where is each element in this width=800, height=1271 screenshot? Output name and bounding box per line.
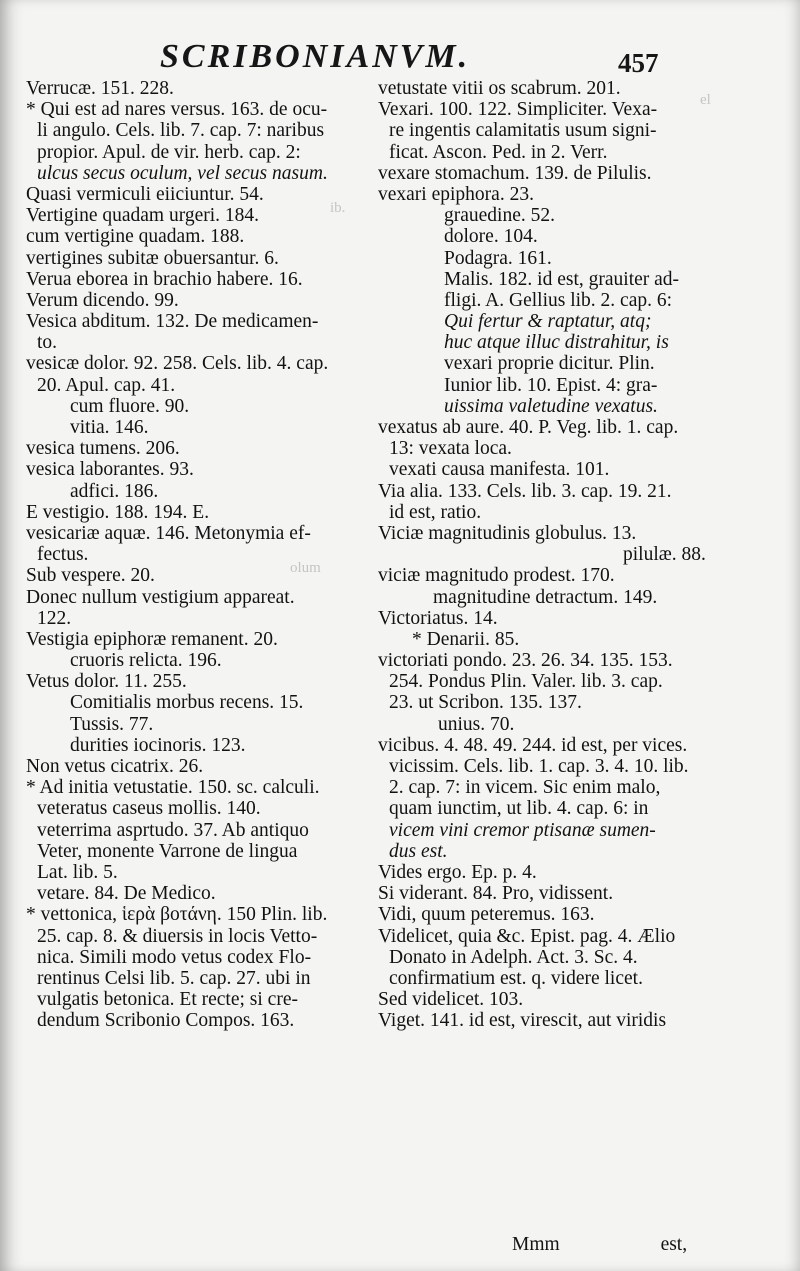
index-entry: Vetus dolor. 11. 255.	[26, 671, 187, 693]
index-entry: re ingentis calamitatis usum signi-	[389, 120, 657, 142]
signature-mark: Mmm	[512, 1234, 560, 1255]
index-entry: ficat. Ascon. Ped. in 2. Verr.	[389, 141, 608, 163]
index-entry: Viciæ magnitudinis globulus. 13.	[378, 522, 637, 544]
index-entry: 122.	[37, 607, 72, 629]
index-entry: Iunior lib. 10. Epist. 4: gra-	[444, 374, 658, 396]
index-entry: Sed videlicet. 103.	[378, 989, 524, 1011]
index-entry: vexati causa manifesta. 101.	[389, 459, 610, 481]
index-entry: huc atque illuc distrahitur, is	[444, 332, 669, 354]
bleed-through-text: el	[700, 92, 711, 108]
index-entry: Verrucæ. 151. 228.	[26, 78, 174, 99]
index-entry: viciæ magnitudo prodest. 170.	[378, 565, 615, 587]
index-entry: quam iunctim, ut lib. 4. cap. 6: in	[389, 798, 649, 820]
index-entry: rentinus Celsi lib. 5. cap. 27. ubi in	[37, 967, 311, 989]
index-entry: veteratus caseus mollis. 140.	[37, 798, 261, 820]
index-entry: Qui fertur & raptatur, atq;	[444, 311, 652, 333]
index-entry: Vidi, quum peteremus. 163.	[378, 904, 595, 926]
index-entry: li angulo. Cels. lib. 7. cap. 7: naribus	[37, 120, 325, 142]
page-number: 457	[618, 48, 659, 78]
index-entry: Quasi vermiculi eiiciuntur. 54.	[26, 183, 264, 205]
index-entry: Lat. lib. 5.	[37, 861, 118, 883]
index-entry: cum vertigine quadam. 188.	[26, 226, 245, 248]
index-entry: Videlicet, quia &c. Epist. pag. 4. Ælio	[378, 925, 676, 947]
catchword: est,	[660, 1234, 688, 1255]
index-entry: vicissim. Cels. lib. 1. cap. 3. 4. 10. lib.	[389, 756, 689, 777]
index-entry: Verum dicendo. 99.	[26, 289, 179, 311]
index-entry: cruoris relicta. 196.	[70, 650, 222, 672]
index-entry: cum fluore. 90.	[70, 395, 190, 417]
index-entry: vesica tumens. 206.	[26, 438, 180, 460]
index-entry: durities iocinoris. 123.	[70, 734, 246, 756]
index-entry: vesicariæ aquæ. 146. Metonymia ef-	[26, 522, 311, 544]
index-entry: unius. 70.	[438, 713, 515, 735]
index-entry: to.	[37, 332, 58, 354]
index-entry: vexatus ab aure. 40. P. Veg. lib. 1. cap.	[378, 417, 679, 438]
index-entry: vexari epiphora. 23.	[378, 183, 534, 205]
index-entry: fectus.	[37, 544, 89, 566]
index-entry: vicibus. 4. 48. 49. 244. id est, per vices.	[378, 734, 688, 756]
index-entry: Comitialis morbus recens. 15.	[70, 692, 304, 714]
index-entry: Via alia. 133. Cels. lib. 3. cap. 19. 21.	[378, 480, 672, 502]
index-entry: Vides ergo. Ep. p. 4.	[378, 861, 537, 883]
index-entry: Malis. 182. id est, grauiter ad-	[444, 268, 680, 290]
left-column	[26, 78, 378, 1031]
index-entry: Donec nullum vestigium appareat.	[26, 586, 295, 608]
index-entry: Vexari. 100. 122. Simpliciter. Vexa-	[378, 99, 658, 121]
index-entry: * Ad initia vetustatie. 150. sc. calculi.	[26, 777, 320, 799]
index-entry: victoriati pondo. 23. 26. 34. 135. 153.	[378, 650, 673, 672]
index-entry: Sub vespere. 20.	[26, 565, 155, 587]
index-entry: vesicæ dolor. 92. 258. Cels. lib. 4. cap.	[26, 353, 329, 375]
index-entry: * Qui est ad nares versus. 163. de ocu-	[26, 99, 328, 121]
bleed-through-text: olum	[290, 560, 321, 576]
index-entry: Verua eborea in brachio habere. 16.	[26, 268, 303, 290]
index-entry: confirmatium est. q. videre licet.	[389, 967, 643, 989]
index-entry: veterrima asprtudo. 37. Ab antiquo	[37, 819, 309, 841]
index-entry: Podagra. 161.	[444, 247, 552, 269]
index-entry: id est, ratio.	[389, 501, 482, 523]
index-entry: fligi. A. Gellius lib. 2. cap. 6:	[444, 289, 673, 311]
index-entry: Victoriatus. 14.	[378, 607, 498, 629]
index-entry: adfici. 186.	[70, 480, 159, 502]
index-entry: * vettonica, ἱερὰ βοτάνη. 150 Plin. lib.	[26, 904, 328, 926]
index-entry: Veter, monente Varrone de lingua	[37, 840, 298, 862]
index-entry: vulgatis betonica. Et recte; si cre-	[37, 989, 298, 1011]
index-entry: dolore. 104.	[444, 226, 538, 248]
index-entry: Viget. 141. id est, virescit, aut viridis	[378, 1010, 667, 1032]
index-entry: 23. ut Scribon. 135. 137.	[389, 692, 582, 714]
index-entry: 254. Pondus Plin. Valer. lib. 3. cap.	[389, 671, 663, 693]
index-entry: vertigines subitæ obuersantur. 6.	[26, 247, 279, 269]
right-column	[378, 78, 738, 1031]
index-entry: 25. cap. 8. & diuersis in locis Vetto-	[37, 925, 318, 947]
index-entry: dus est.	[389, 840, 448, 862]
index-entry: 20. Apul. cap. 41.	[37, 374, 176, 396]
index-entry: E vestigio. 188. 194. E.	[26, 501, 210, 523]
index-entry: Vesica abditum. 132. De medicamen-	[26, 311, 319, 333]
index-entry: Non vetus cicatrix. 26.	[26, 756, 204, 777]
index-entry: vexari proprie dicitur. Plin.	[444, 353, 655, 375]
index-entry: 2. cap. 7: in vicem. Sic enim malo,	[389, 777, 661, 799]
index-entry: vesica laborantes. 93.	[26, 459, 194, 481]
index-entry: Si viderant. 84. Pro, vidissent.	[378, 883, 614, 905]
index-entry: ulcus secus oculum, vel secus nasum.	[37, 162, 328, 184]
running-title: SCRIBONIANVM.	[160, 38, 471, 75]
index-entry: nica. Simili modo vetus codex Flo-	[37, 946, 312, 968]
index-entry: vitia. 146.	[70, 417, 149, 438]
index-entry: magnitudine detractum. 149.	[433, 586, 658, 608]
signature-line	[512, 1234, 687, 1256]
bleed-through-text: ib.	[330, 200, 346, 216]
index-entry: Tussis. 77.	[70, 713, 154, 735]
index-entry: * Denarii. 85.	[412, 628, 520, 650]
index-entry: pilulæ. 88.	[623, 544, 706, 566]
index-entry: Vestigia epiphoræ remanent. 20.	[26, 628, 278, 650]
index-entry: propior. Apul. de vir. herb. cap. 2:	[37, 141, 301, 163]
index-entry: 13: vexata loca.	[389, 438, 512, 460]
index-entry: uissima valetudine vexatus.	[444, 395, 658, 417]
index-entry: Vertigine quadam urgeri. 184.	[26, 205, 260, 227]
index-entry: vexare stomachum. 139. de Pilulis.	[378, 162, 652, 184]
index-entry: grauedine. 52.	[444, 205, 556, 227]
index-entry: dendum Scribonio Compos. 163.	[37, 1010, 295, 1032]
index-entry: Donato in Adelph. Act. 3. Sc. 4.	[389, 946, 638, 968]
index-entry: vetustate vitii os scabrum. 201.	[378, 78, 621, 99]
index-entry: vicem vini cremor ptisanæ sumen-	[389, 819, 656, 841]
index-entry: vetare. 84. De Medico.	[37, 883, 216, 905]
